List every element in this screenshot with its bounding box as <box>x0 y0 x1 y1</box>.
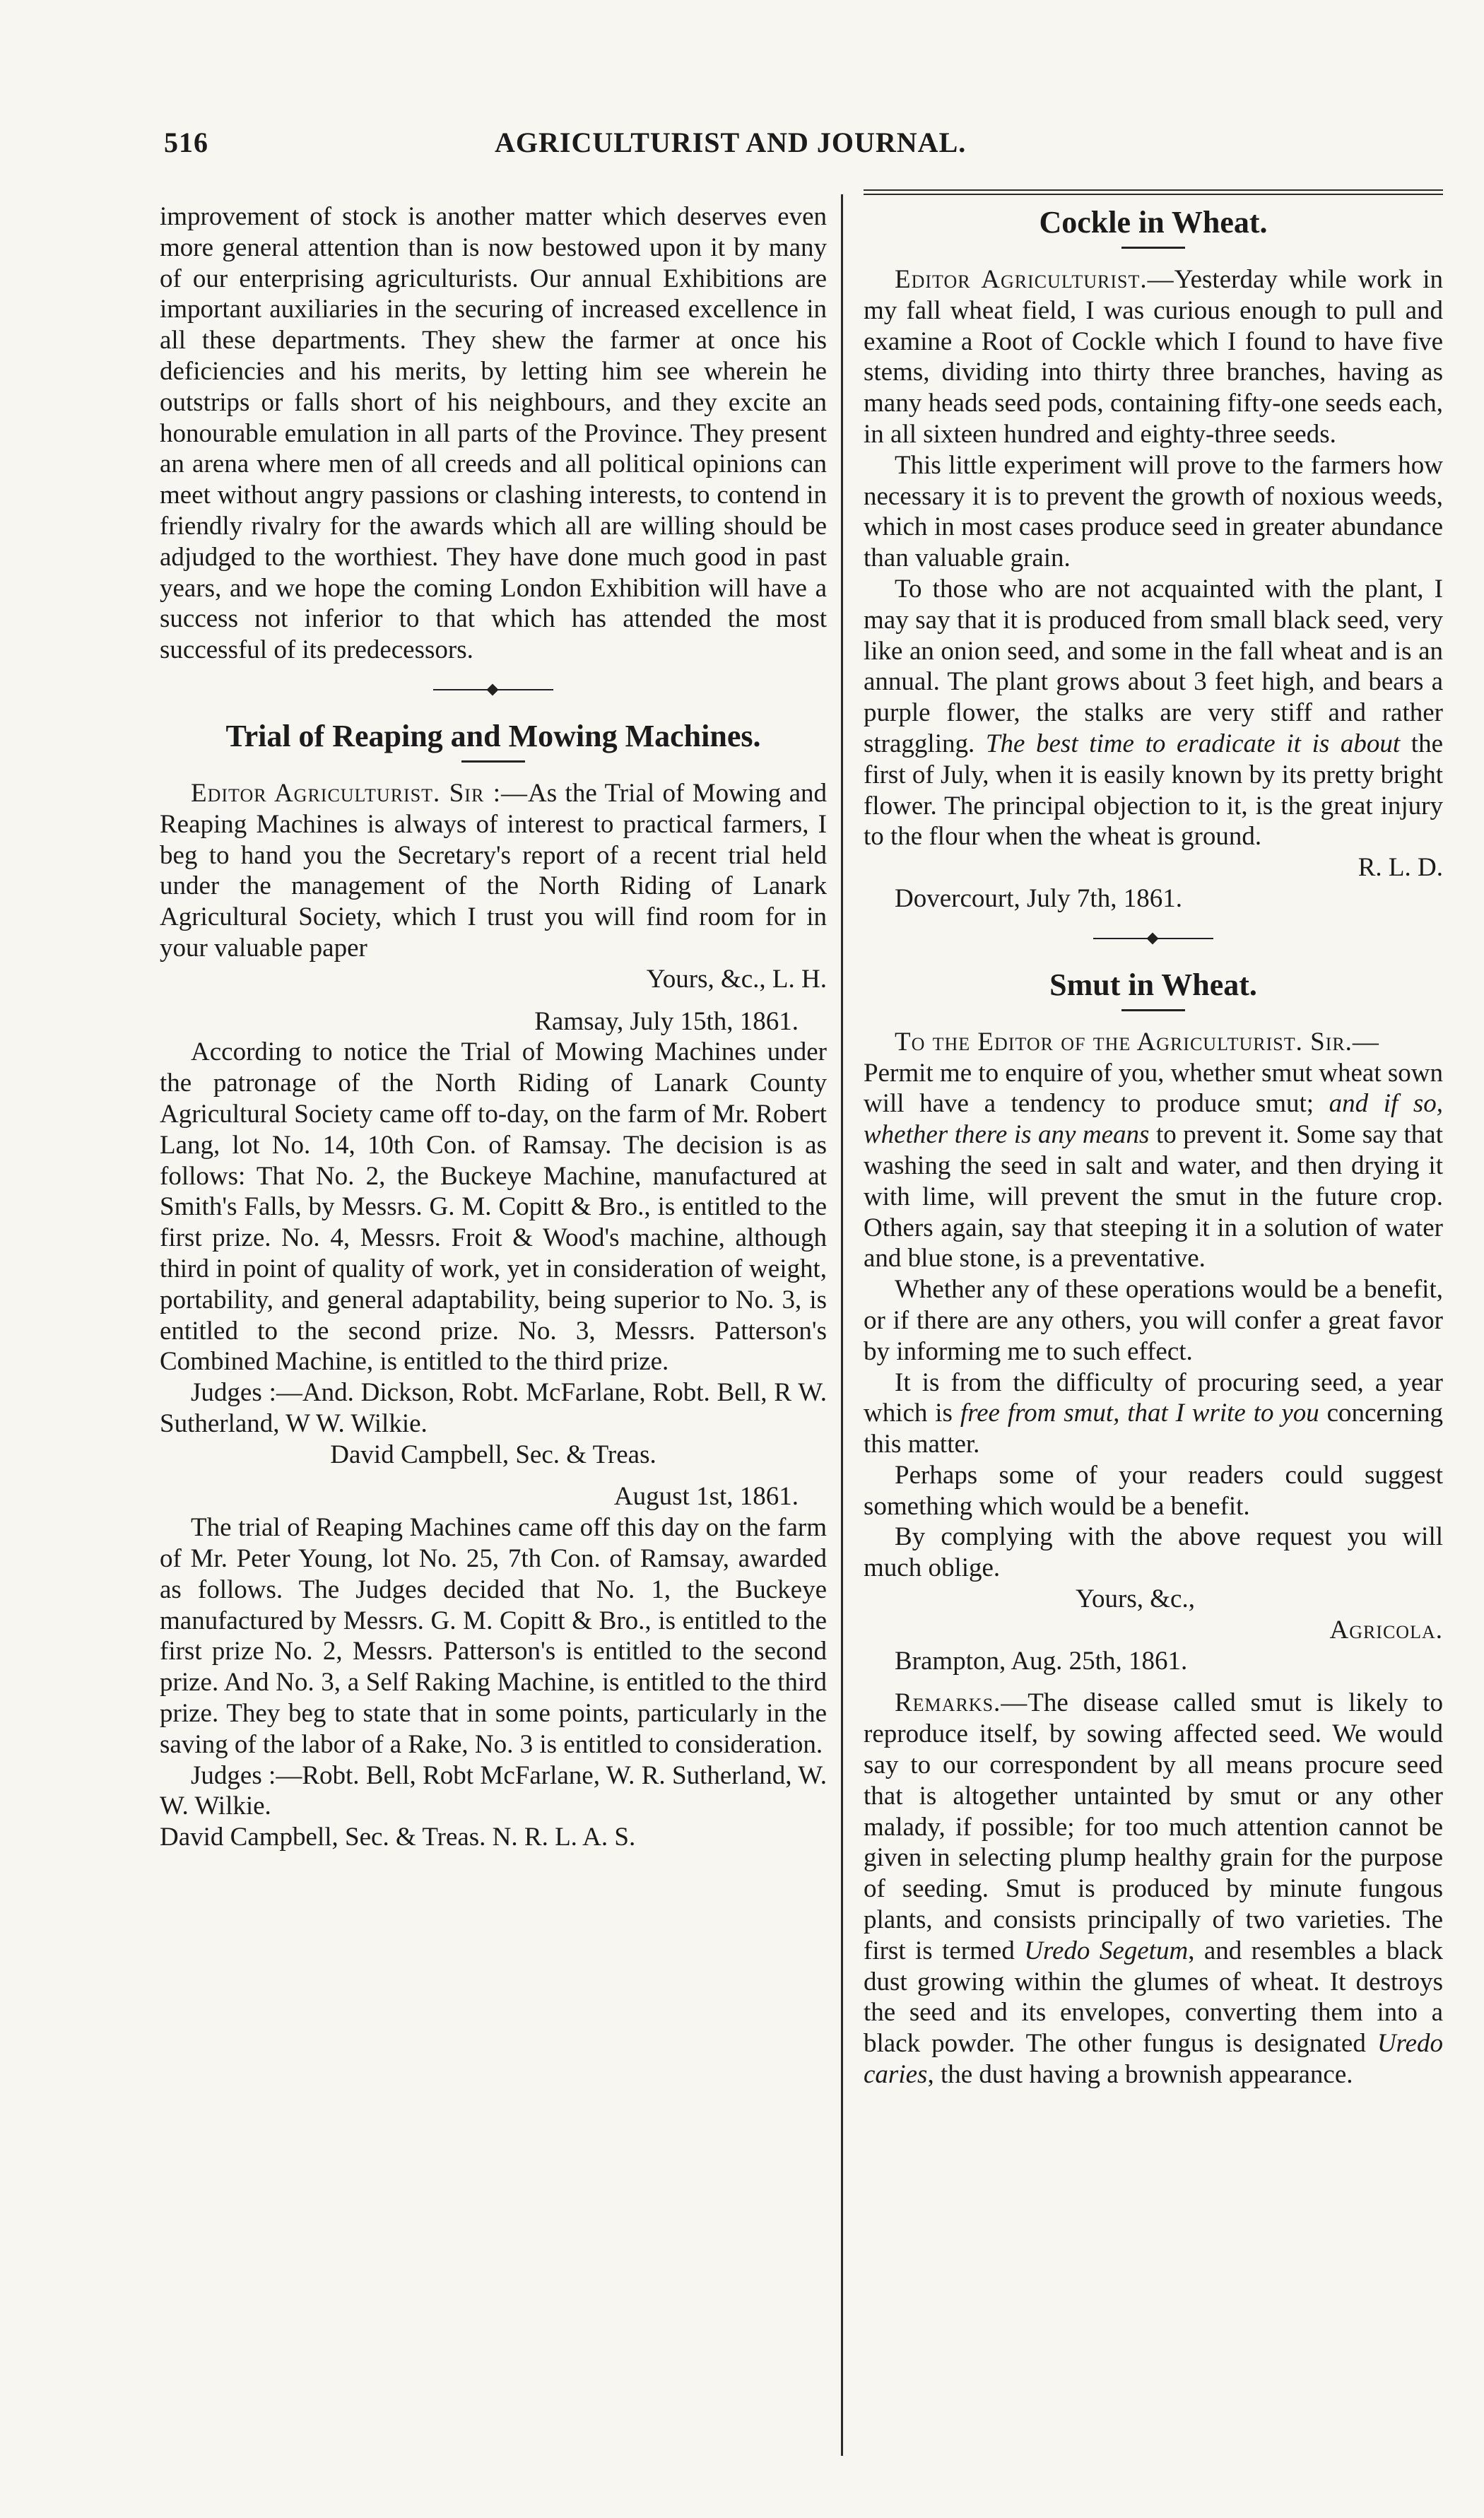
heading-rule <box>1121 1009 1185 1011</box>
header-rule <box>864 189 1443 191</box>
smut-salutation: To the Editor of the Agriculturist. Sir.— <box>895 1027 1379 1057</box>
left-column <box>160 201 827 1853</box>
judges-list-2: Judges :—Robt. Bell, Robt McFarlane, W. R. Sutherland, W. W. Wilkie. <box>160 1760 827 1821</box>
header-rule-double <box>864 194 1443 195</box>
trial-dateline: Ramsay, July 15th, 1861. <box>534 1006 799 1036</box>
remarks-paragraph: Remarks.—The disease called smut is likely to reproduce itself, by sowing affected seed. We would say to our correspondent by all means procure seed that is altogether untainted by smut or any other malady, if possible; for too much attention cannot be given in selecting plump healthy grain for the purpose of seeding. Smut is produced by minute fungous plants, and consists principally of two varieties. The first is termed Uredo Segetum, and resembles a black dust growing within the glumes of wheat. It destroys the seed and its envelopes, converting them into a black powder. The other fungus is designated Uredo caries, the dust having a brownish appearance. <box>864 1688 1443 2090</box>
smut-heading: Smut in Wheat. <box>1049 967 1257 1002</box>
cockle-heading: Cockle in Wheat. <box>1039 205 1268 240</box>
cockle-signature: R. L. D. <box>1358 853 1443 883</box>
heading-rule <box>461 760 525 763</box>
smut-paragraph-3: It is from the difficulty of procuring seed, a year which is free from smut, that I write to you concerning this matter. <box>864 1367 1443 1459</box>
judges-list-1: Judges :—And. Dickson, Robt. McFarlane, Robt. Bell, R W. Sutherland, W W. Wilkie. <box>160 1378 827 1438</box>
section-divider <box>433 686 553 694</box>
running-head: AGRICULTURIST AND JOURNAL. <box>495 127 967 158</box>
cockle-paragraph-3: To those who are not acquainted with the plant, I may say that it is produced from small black seed, very like an onion seed, and some in the fall wheat and is an annual. The plant grows about 3 feet high, and bears a purple flower, the stalks are very stiff and rather straggling. The best time to eradicate it is about the first of July, when it is easily known by its pretty bright flower. The principal objection to it, is the great injury to the flour when the wheat is ground. <box>864 574 1443 852</box>
smut-signature: Agricola. <box>1329 1615 1443 1645</box>
trial-letter-body: As the Trial of Mowing and Reaping Machines is always of interest to practical farmers, I beg to hand you the Secretary's report of a recent trial held under the management of the North Riding of Lanark Agricultural Society, which I trust you will find room for in your valuable paper <box>160 778 827 963</box>
smut-paragraph-1: Permit me to enquire of you, whether smut wheat sown will have a tendency to produce smut; and if so, whether there is any means to prevent it. Some say that washing the seed in salt and water, and then drying it with lime, will prevent the smut in the future crop. Others again, say that steeping it in a solution of water and blue stone, is a preventative. <box>864 1058 1443 1273</box>
second-dateline: August 1st, 1861. <box>613 1482 799 1512</box>
right-column <box>864 201 1443 2090</box>
secretary-signature-1: David Campbell, Sec. & Treas. <box>330 1440 656 1469</box>
mowing-report: According to notice the Trial of Mowing Machines under the patronage of the North Riding of Lanark County Agricultural Society came off to-day, on the farm of Mr. Robert Lang, lot No. 14, 10th Con. of Ramsay. The decision is as follows: That No. 2, the Buckeye Machine, manufactured at Smith's Falls, by Messrs. G. M. Copitt & Bro., is entitled to the first prize. No. 4, Messrs. Froit & Wood's machine, although third in point of quality of work, yet in consideration of weight, portability, and general adaptability, being superior to No. 3, is entitled to the second prize. No. 3, Messrs. Patterson's Combined Machine, is entitled to the third prize. <box>160 1037 827 1377</box>
cockle-salutation: Editor Agriculturist.— <box>895 265 1174 294</box>
column-divider <box>841 194 843 2456</box>
smut-dateline: Brampton, Aug. 25th, 1861. <box>895 1646 1188 1676</box>
trial-heading: Trial of Reaping and Mowing Machines. <box>225 718 761 753</box>
smut-paragraph-2: Whether any of these operations would be a benefit, or if there are any others, you will confer a great favor by informing me to such effect. <box>864 1275 1443 1366</box>
secretary-signature-2: David Campbell, Sec. & Treas. N. R. L. A. S. <box>160 1823 636 1852</box>
trial-letter <box>160 778 827 964</box>
cockle-paragraph-2: This little experiment will prove to the farmers how necessary it is to prevent the growth of noxious weeds, which in most cases produce seed in greater abundance than valuable grain. <box>864 450 1443 573</box>
remarks-label: Remarks.— <box>895 1688 1028 1718</box>
trial-letter-signoff: Yours, &c., L. H. <box>646 964 827 994</box>
smut-paragraph-5: By complying with the above request you will much oblige. <box>864 1522 1443 1583</box>
trial-letter-salutation: Editor Agriculturist. Sir :— <box>191 778 528 808</box>
cockle-dateline: Dovercourt, July 7th, 1861. <box>895 883 1182 913</box>
cockle-paragraph-1: Editor Agriculturist.—Yesterday while work in my fall wheat field, I was curious enough to pull and examine a Root of Cockle which I found to have five stems, dividing into thirty three branches, having as many heads seed pods, containing fifty-one seeds each, in all sixteen hundred and eighty-three seeds. <box>864 265 1443 449</box>
section-divider <box>1093 934 1213 943</box>
reaping-report: The trial of Reaping Machines came off this day on the farm of Mr. Peter Young, lot No. 25, 7th Con. of Ramsay, awarded as follows. The Judges decided that No. 1, the Buckeye manufactured by Messrs. G. M. Copitt & Bro., is entitled to the first prize No. 2, Messrs. Patterson's is entitled to the second prize. And No. 3, a Self Raking Machine, is entitled to the third prize. They beg to state that in some points, particularly in the saving of the labor of a Rake, No. 3 is entitled to consideration. <box>160 1513 827 1759</box>
heading-rule <box>1121 247 1185 249</box>
intro-paragraph: improvement of stock is another matter which deserves even more general attention than is now bestowed upon it by many of our enterprising agriculturists. Our annual Exhibitions are important auxiliaries in the securing of increased excellence in all these departments. They shew the farmer at once his deficiencies and his merits, by letting him see wherein he outstrips or falls short of his neighbours, and they excite an honourable emulation in all parts of the Province. They present an arena where men of all creeds and all political opinions can meet without angry passions or clashing interests, to contend in friendly rivalry for the awards which all are willing should be adjudged to the worthiest. They have done much good in past years, and we hope the coming London Exhibition will have a success not inferior to that which has attended the most successful of its predecessors. <box>160 202 827 665</box>
smut-paragraph-4: Perhaps some of your readers could suggest something which would be a benefit. <box>864 1460 1443 1521</box>
page-number: 516 <box>164 127 208 158</box>
smut-signoff: Yours, &c., <box>1076 1584 1195 1614</box>
